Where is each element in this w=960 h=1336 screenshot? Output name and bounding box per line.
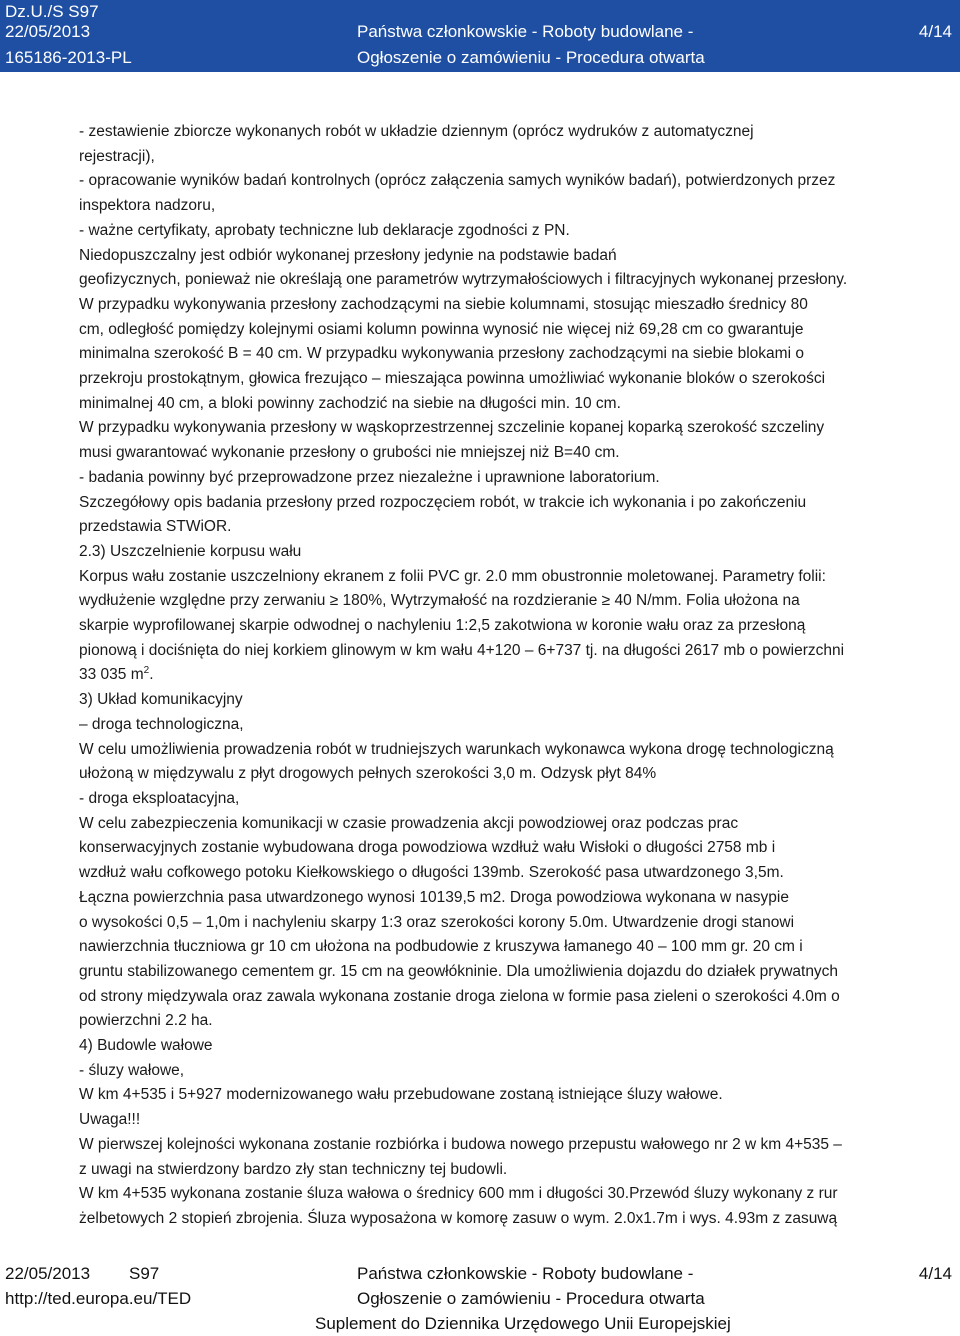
body-line: W km 4+535 i 5+927 modernizowanego wału przebudowane zostaną istniejące śluzy wałowe.	[79, 1086, 723, 1104]
body-line: inspektora nadzoru,	[79, 197, 216, 215]
body-line: rejestracji),	[79, 147, 155, 165]
header-title-line2: Ogłoszenie o zamówieniu - Procedura otwarta	[357, 48, 705, 67]
body-line: W celu umożliwienia prowadzenia robót w trudniejszych warunkach wykonawca wykona drogę technologiczną	[79, 740, 834, 758]
body-line: - opracowanie wyników badań kontrolnych (oprócz załączenia samych wyników badań), potwierdzonych przez	[79, 172, 836, 190]
body-line: cm, odległość pomiędzy kolejnymi osiami kolumn powinna wynosić nie więcej niż 69,28 cm co gwarantuje	[79, 320, 804, 338]
body-line: nawierzchnia tłuczniowa gr 10 cm ułożona na podbudowie z kruszywa łamanego 40 – 100 mm gr. 20 cm i	[79, 938, 803, 956]
journal-ref: Dz.U./S S97	[5, 2, 99, 21]
body-line: o wysokości 0,5 – 1,0m i nachyleniu skarpy 1:3 oraz szerokości korony 5.0m. Utwardzenie drogi stanowi	[79, 913, 795, 931]
header-date: 22/05/2013	[5, 22, 91, 41]
body-line: Uwaga!!!	[79, 1111, 141, 1129]
body-line: W pierwszej kolejności wykonana zostanie rozbiórka i budowa nowego przepustu wałowego nr 2 w km 4+535 –	[79, 1135, 842, 1153]
page-footer	[0, 1262, 960, 1334]
body-line: Łączna powierzchnia pasa utwardzonego wynosi 10139,5 m2. Droga powodziowa wykonana w nasypie	[79, 888, 789, 906]
footer-page-number: 4/14	[918, 1264, 952, 1283]
body-line-area	[79, 663, 954, 688]
header-title-line1: Państwa członkowskie - Roboty budowlane -	[357, 22, 694, 41]
superscript-suffix: .	[149, 666, 154, 684]
body-line: wzdłuż wału cofkowego potoku Kiełkowskiego o długości 139mb. Szerokość pasa utwardzonego 3,5m.	[79, 864, 784, 882]
body-line: - droga eksploatacyjna,	[79, 789, 240, 807]
body-line: konserwacyjnych zostanie wybudowana droga powodziowa wzdłuż wału Wisłoki o długości 2758 mb i	[79, 839, 776, 857]
body-line: żelbetowych 2 stopień zbrojenia. Śluza wyposażona w komorę zasuw o wym. 2.0x1.7m i wys. 4.93m z zasuwą	[79, 1209, 838, 1227]
footer-title-line2: Ogłoszenie o zamówieniu - Procedura otwarta	[357, 1289, 705, 1308]
body-line: Szczegółowy opis badania przesłony przed rozpoczęciem robót, w trakcie ich wykonania i po zakończeniu	[79, 493, 807, 511]
header-page-number: 4/14	[918, 22, 952, 41]
body-line: wydłużenie względne przy zerwaniu ≥ 180%, Wytrzymałość na rozdzieranie ≥ 40 N/mm. Folia ułożona na	[79, 592, 800, 610]
body-line: minimalnej 40 cm, a bloki powinny zachodzić na siebie na długości min. 10 cm.	[79, 394, 621, 412]
body-line: powierzchni 2.2 ha.	[79, 1012, 213, 1030]
document-body	[79, 120, 954, 1232]
body-line: - zestawienie zbiorcze wykonanych robót w układzie dziennym (oprócz wydruków z automatycznej	[79, 123, 754, 140]
section-heading: 3) Układ komunikacyjny	[79, 691, 243, 709]
body-line: skarpie wyprofilowanej skarpie odwodnej o nachyleniu 1:2,5 zakotwiona w koronie wału oraz za przesłoną	[79, 617, 806, 635]
footer-url: http://ted.europa.eu/TED	[5, 1289, 192, 1308]
body-line: z uwagi na stwierdzony bardzo zły stan techniczny tej budowli.	[79, 1160, 508, 1178]
body-line: W km 4+535 wykonana zostanie śluza wałowa o średnicy 600 mm i długości 30.Przewód śluzy wykonany z rur	[79, 1185, 838, 1203]
body-line: od strony międzywala oraz zawala wykonana zostanie droga zielona w formie pasa zieleni o szerokości 4.0m o	[79, 987, 840, 1005]
body-line: gruntu stabilizowanego cementem gr. 15 cm na geowłókninie. Dla umożliwienia dojazdu do działek prywatnych	[79, 962, 839, 980]
body-line: geofizycznych, ponieważ nie określają one parametrów wytrzymałościowych i filtracyjnych wykonanej przesłony.	[79, 271, 848, 289]
body-line: ułożoną w międzywalu z płyt drogowych pełnych szerokości 3,0 m. Odzysk płyt 84%	[79, 765, 657, 783]
footer-title-line3: Suplement do Dziennika Urzędowego Unii Europejskiej	[315, 1314, 731, 1333]
body-line: - śluzy wałowe,	[79, 1061, 185, 1079]
body-line: przekroju prostokątnym, głowica frezująco – mieszająca powinna umożliwiać wykonanie bloków o szerokości	[79, 370, 826, 388]
superscript: 2	[143, 665, 150, 677]
body-line: przedstawia STWiOR.	[79, 518, 232, 536]
body-line: musi gwarantować wykonanie przesłony o grubości nie mniejszej niż B=40 cm.	[79, 444, 620, 462]
body-line: W przypadku wykonywania przesłony w wąskoprzestrzennej szczelinie kopanej koparką szerokość szczeliny	[79, 419, 825, 437]
footer-code: S97	[129, 1264, 160, 1283]
area-value: 33 035 m	[79, 666, 144, 684]
body-line: – droga technologiczna,	[79, 715, 244, 733]
body-line: - ważne certyfikaty, aprobaty techniczne lub deklaracje zgodności z PN.	[79, 221, 570, 239]
footer-date: 22/05/2013	[5, 1264, 91, 1283]
section-heading: 2.3) Uszczelnienie korpusu wału	[79, 542, 302, 560]
body-line: - badania powinny być przeprowadzone przez niezależne i uprawnione laboratorium.	[79, 468, 660, 486]
section-heading: 4) Budowle wałowe	[79, 1037, 213, 1055]
body-line: Niedopuszczalny jest odbiór wykonanej przesłony jedynie na podstawie badań	[79, 246, 617, 264]
notice-id: 165186-2013-PL	[5, 48, 132, 67]
footer-title-line1: Państwa członkowskie - Roboty budowlane -	[357, 1264, 694, 1283]
body-line: W celu zabezpieczenia komunikacji w czasie prowadzenia akcji powodziowej oraz podczas prac	[79, 814, 739, 832]
body-line: W przypadku wykonywania przesłony zachodzącymi na siebie kolumnami, stosując mieszadło średnicy 80	[79, 295, 808, 313]
body-line: Korpus wału zostanie uszczelniony ekranem z folii PVC gr. 2.0 mm obustronnie moletowanej. Parametry folii:	[79, 567, 826, 585]
body-line: minimalna szerokość B = 40 cm. W przypadku wykonywania przesłony zachodzącymi na siebie blokami o	[79, 345, 804, 363]
page-header	[0, 0, 960, 72]
body-line: pionową i dociśnięta do niej korkiem glinowym w km wału 4+120 – 6+737 tj. na długości 2617 mb o powierzchni	[79, 641, 845, 659]
